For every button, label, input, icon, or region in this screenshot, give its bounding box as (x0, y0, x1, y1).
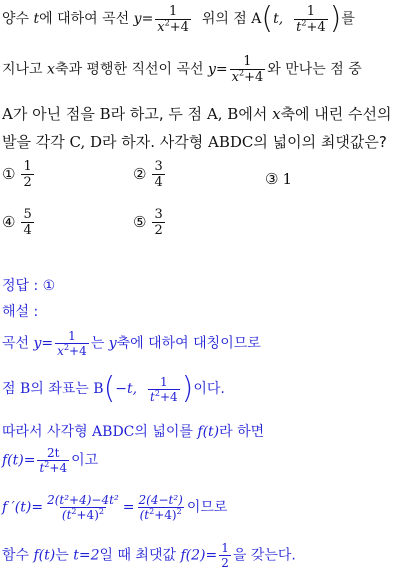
text: 에 대하여 곡선 (39, 11, 134, 27)
solution-header: 해설 : (2, 304, 39, 320)
choice-1[interactable]: ① $\frac{1}{2}$ (2, 159, 32, 190)
point-A: A (251, 11, 262, 27)
problem-line-1: 양수 t에 대하여 곡선 y= $\frac{1}{x^2+4}$ 위의 점 A(t, $\frac{1}{t^2+4}$ )를 (2, 1, 355, 36)
choice-4[interactable]: ④ $\frac{5}{4}$ (2, 207, 32, 238)
solution-line-4: f(t)= $\frac{2t}{t^2+4}$ 이고 (2, 446, 99, 475)
problem-line-2: 지나고 x축과 평행한 직선이 곡선 y= $\frac{1}{x^2+4}$ 와 만나는 점 중 (2, 54, 362, 85)
problem-line-4: 발을 각각 C, D라 하자. 사각형 ABDC의 넓이의 최댓값은? (2, 133, 387, 151)
problem-line-3: A가 아닌 점을 B라 하고, 두 점 A, B에서 x축에 내린 수선의 (2, 105, 392, 123)
text: 양수 (2, 11, 34, 27)
fraction: $\frac{1}{x^2+4}$ (231, 54, 264, 85)
fraction: $\frac{1}{2}$ (221, 541, 229, 570)
solution-line-2: 점 B의 좌표는 B(−t, $\frac{1}{t^2+4}$ )이다. (2, 371, 225, 406)
fraction: $\frac{2t}{t^2+4}$ (39, 446, 68, 475)
answer-line: 정답 : ① (2, 278, 56, 294)
fraction: $\frac{\text{2(t²+4)−4t²}}{(t^2+4)^2}$ (47, 493, 119, 522)
text: 를 (341, 11, 355, 27)
fraction: $\frac{1}{t^2+4}$ (296, 3, 326, 35)
var-t: t (33, 11, 40, 27)
fraction: $\frac{1}{t^2+4}$ (150, 374, 178, 404)
fraction: $\frac{\text{2(4−t²)}}{(t^2+4)^2}$ (138, 493, 183, 522)
solution-line-5: f ′(t)= $\frac{\text{2(t²+4)−4t²}}{(t^2+4)^2}$ = $\frac{\text{2(4−t²)}}{(t^2+4)^2}$ 이므로 (2, 493, 228, 522)
choice-3[interactable]: ③ 1 (265, 170, 292, 188)
solution-line-6: 함수 f(t)는 t=2일 때 최댓값 f(2)= $\frac{1}{2}$ 을 갖는다. (2, 541, 296, 570)
text: 위의 점 (201, 11, 252, 27)
equals: = (141, 11, 154, 27)
var-y: y (133, 11, 142, 27)
fraction: $\frac{1}{x^2+4}$ (157, 3, 189, 35)
choice-2[interactable]: ② $\frac{3}{4}$ (133, 159, 163, 190)
solution-line-1: 곡선 y= $\frac{1}{x^2+4}$ 는 y축에 대하여 대칭이므로 (2, 329, 261, 358)
choice-5[interactable]: ⑤ $\frac{3}{2}$ (133, 207, 163, 238)
solution-line-3: 따라서 사각형 ABDC의 넓이를 f(t)라 하면 (2, 424, 265, 440)
fraction: $\frac{1}{x^2+4}$ (57, 329, 87, 358)
var-x: x (47, 61, 55, 78)
